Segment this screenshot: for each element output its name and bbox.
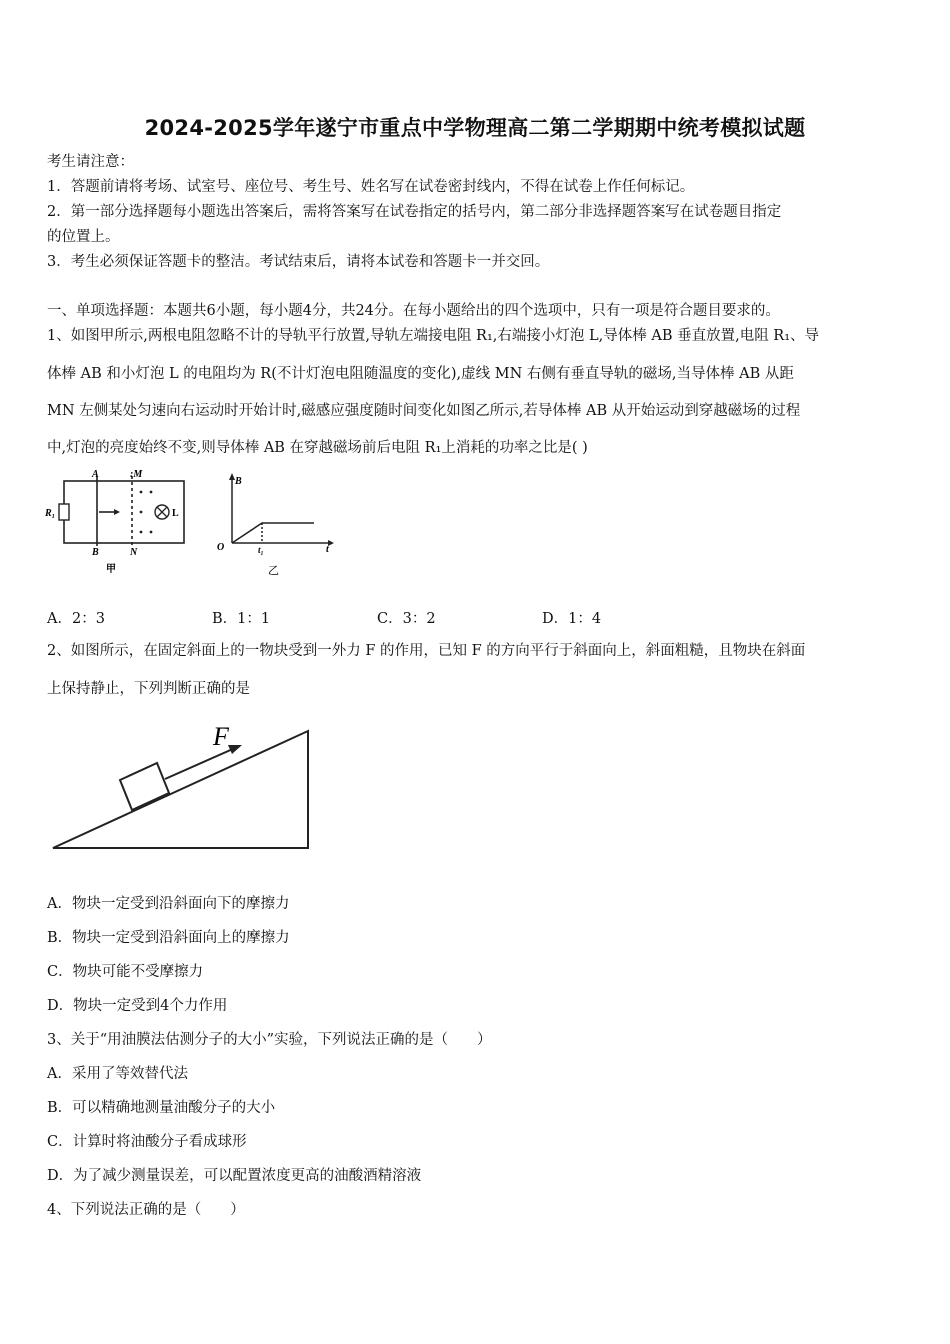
- question-1-line: MN 左侧某处匀速向右运动时开始计时,磁感应强度随时间变化如图乙所示,若导体棒 AB 从开始运动到穿越磁场的过程: [47, 403, 801, 419]
- axis-t: t: [326, 544, 329, 555]
- label-N: N: [130, 547, 138, 558]
- b-t-graph: [212, 470, 340, 578]
- tick-t1: t₁: [258, 545, 264, 555]
- label-B: B: [92, 547, 99, 558]
- label-L: L: [172, 508, 179, 519]
- option-b[interactable]: B．可以精确地测量油酸分子的大小: [47, 1100, 276, 1116]
- question-1-line: 体棒 AB 和小灯泡 L 的电阻均为 R(不计灯泡电阻随温度的变化),虚线 MN 右侧有垂直导轨的磁场,当导体棒 AB 从距: [47, 366, 794, 382]
- notice-item: 的位置上。: [47, 229, 120, 245]
- option-b[interactable]: B．物块一定受到沿斜面向上的摩擦力: [47, 930, 290, 946]
- notice-item: 2．第一部分选择题每小题选出答案后，需将答案写在试卷指定的括号内，第二部分非选择题答案写在试卷题目指定: [47, 204, 782, 220]
- option-d[interactable]: D．为了减少测量误差，可以配置浓度更高的油酸酒精溶液: [47, 1168, 422, 1184]
- label-R1: R₁: [45, 508, 56, 519]
- option-a[interactable]: A．采用了等效替代法: [47, 1066, 188, 1082]
- option-b[interactable]: B．1：1: [212, 611, 271, 627]
- option-c[interactable]: C．计算时将油酸分子看成球形: [47, 1134, 247, 1150]
- question-1-line: 中,灯泡的亮度始终不变,则导体棒 AB 在穿越磁场前后电阻 R₁上消耗的功率之比是( ): [47, 440, 588, 456]
- option-c[interactable]: C．物块可能不受摩擦力: [47, 964, 204, 980]
- circuit-diagram: [44, 466, 194, 578]
- force-label: F: [213, 722, 229, 751]
- notice-heading: 考生请注意：: [47, 154, 134, 170]
- option-d[interactable]: D．物块一定受到4个力作用: [47, 998, 228, 1014]
- label-A: A: [92, 469, 99, 480]
- question-1-options: [0, 607, 950, 627]
- notice-item: 1．答题前请将考场、试室号、座位号、考生号、姓名写在试卷密封线内，不得在试卷上作任何标记。: [47, 179, 695, 195]
- option-a[interactable]: A．2：3: [47, 611, 105, 627]
- page-title: 2024-2025学年遂宁市重点中学物理高二第二学期期中统考模拟试题: [144, 116, 806, 140]
- question-3-stem: 3、关于“用油膜法估测分子的大小”实验，下列说法正确的是（ ）: [47, 1032, 492, 1048]
- origin-O: O: [217, 542, 225, 553]
- label-M: :M: [130, 469, 143, 480]
- question-4-stem: 4、下列说法正确的是（ ）: [47, 1202, 245, 1218]
- option-c[interactable]: C．3：2: [377, 611, 436, 627]
- option-d[interactable]: D．1：4: [542, 611, 602, 627]
- figure-caption: 乙: [268, 565, 279, 577]
- question-2-line: 上保持静止，下列判断正确的是: [47, 681, 250, 697]
- question-2-line: 2、如图所示，在固定斜面上的一物块受到一外力 F 的作用，已知 F 的方向平行于斜面向上，斜面粗糙，且物块在斜面: [47, 643, 806, 659]
- incline-diagram: [45, 715, 320, 855]
- option-a[interactable]: A．物块一定受到沿斜面向下的摩擦力: [47, 896, 290, 912]
- notice-item: 3．考生必须保证答题卡的整洁。考试结束后，请将本试卷和答题卡一并交回。: [47, 254, 550, 270]
- axis-B: B: [235, 476, 242, 487]
- question-1-line: 1、如图甲所示,两根电阻忽略不计的导轨平行放置,导轨左端接电阻 R₁,右端接小灯泡 L,导体棒 AB 垂直放置,电阻 R₁、导: [47, 328, 820, 344]
- figure-caption: 甲: [106, 564, 116, 575]
- section-heading: 一、单项选择题：本题共6小题，每小题4分，共24分。在每小题给出的四个选项中，只有一项是符合题目要求的。: [47, 303, 780, 319]
